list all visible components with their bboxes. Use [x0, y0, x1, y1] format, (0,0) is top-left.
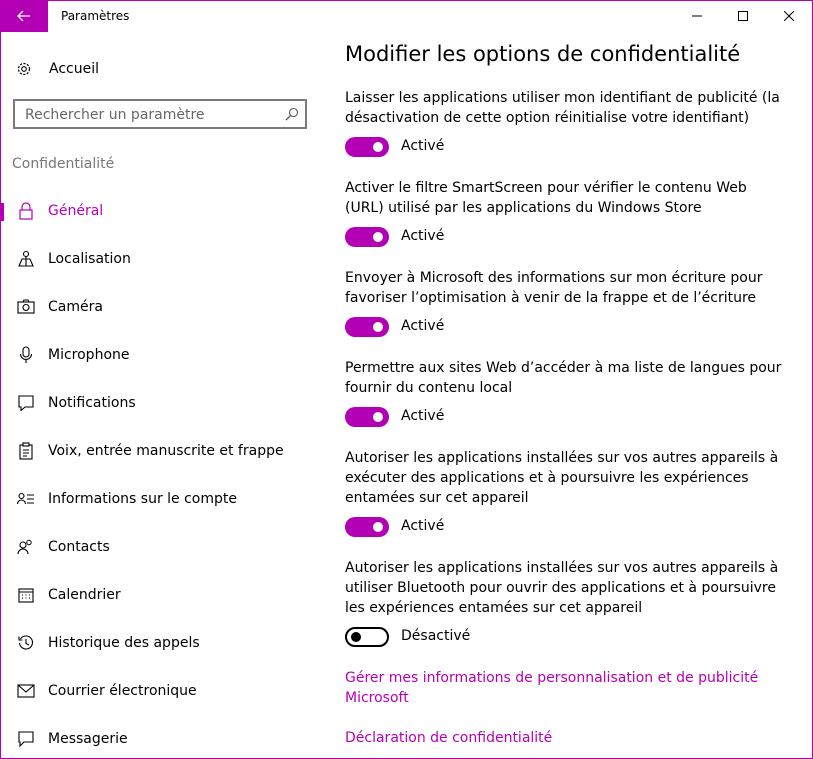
- typing-info-toggle[interactable]: [345, 317, 389, 337]
- sidebar-item-label: Contacts: [48, 539, 110, 555]
- close-button[interactable]: [766, 0, 812, 32]
- setting-description: Autoriser les applications installées sur vos autres appareils à utiliser Bluetooth pour ouvrir des applications et à poursuivre les expériences entamées sur cet appareil: [345, 560, 779, 616]
- toggle-knob: [373, 232, 383, 242]
- minimize-icon: [692, 11, 702, 21]
- microphone-icon: [17, 346, 35, 364]
- sidebar-item-call-history[interactable]: [0, 626, 330, 662]
- close-icon: [784, 11, 794, 21]
- setting-smartscreen: [345, 178, 785, 249]
- manage-personalization-link[interactable]: Gérer mes informations de personnalisation et de publicité Microsoft: [345, 670, 759, 706]
- toggle-state-label: Activé: [401, 228, 445, 244]
- account-info-icon: [17, 490, 35, 508]
- sidebar-item-email[interactable]: [0, 674, 330, 710]
- gear-icon: [16, 61, 32, 77]
- sidebar-item-label: Informations sur le compte: [48, 491, 237, 507]
- active-indicator: [0, 203, 4, 221]
- setting-description: Envoyer à Microsoft des informations sur mon écriture pour favoriser l’optimisation à venir de la frappe et de l’écriture: [345, 270, 763, 306]
- maximize-icon: [738, 11, 748, 21]
- messaging-icon: [17, 730, 35, 748]
- privacy-statement-link[interactable]: Déclaration de confidentialité: [345, 730, 553, 746]
- speech-icon: [17, 442, 35, 460]
- home-label: Accueil: [49, 61, 99, 77]
- back-arrow-icon: [17, 10, 31, 22]
- setting-bluetooth-devices: [345, 558, 785, 649]
- toggle-state-label: Activé: [401, 518, 445, 534]
- minimize-button[interactable]: [674, 0, 720, 32]
- sidebar-item-microphone[interactable]: [0, 338, 330, 374]
- sidebar-item-contacts[interactable]: [0, 530, 330, 566]
- toggle-state-label: Activé: [401, 318, 445, 334]
- page-title: Modifier les options de confidentialité: [345, 42, 741, 66]
- camera-icon: [17, 298, 35, 316]
- sidebar-item-calendar[interactable]: [0, 578, 330, 614]
- toggle-state-label: Activé: [401, 138, 445, 154]
- sidebar-item-label: Notifications: [48, 395, 136, 411]
- setting-advertising-id: [345, 88, 785, 159]
- smartscreen-toggle[interactable]: [345, 227, 389, 247]
- toggle-knob: [373, 412, 383, 422]
- toggle-knob: [351, 632, 361, 642]
- sidebar-item-messaging[interactable]: [0, 722, 330, 758]
- window-title: Paramètres: [61, 9, 130, 23]
- back-button[interactable]: [0, 0, 48, 32]
- search-input[interactable]: [13, 99, 307, 129]
- location-icon: [17, 250, 35, 268]
- toggle-knob: [373, 142, 383, 152]
- toggle-state-label: Activé: [401, 408, 445, 424]
- sidebar-item-account-info[interactable]: [0, 482, 330, 518]
- sidebar-item-label: Caméra: [48, 299, 103, 315]
- advertising-id-toggle[interactable]: [345, 137, 389, 157]
- sidebar-item-speech[interactable]: [0, 434, 330, 470]
- sidebar-item-label: Localisation: [48, 251, 131, 267]
- setting-description: Activer le filtre SmartScreen pour vérifier le contenu Web (URL) utilisé par les applications du Windows Store: [345, 180, 747, 216]
- mail-icon: [17, 682, 35, 700]
- setting-description: Permettre aux sites Web d’accéder à ma liste de langues pour fournir du contenu local: [345, 360, 782, 396]
- notifications-icon: [17, 394, 35, 412]
- setting-typing-info: [345, 268, 785, 339]
- maximize-button[interactable]: [720, 0, 766, 32]
- sidebar-item-label: Général: [48, 203, 104, 219]
- sidebar-item-label: Historique des appels: [48, 635, 200, 651]
- setting-language-list: [345, 358, 785, 429]
- sidebar-item-label: Calendrier: [48, 587, 121, 603]
- contacts-icon: [17, 538, 35, 556]
- language-list-toggle[interactable]: [345, 407, 389, 427]
- lock-icon: [17, 202, 35, 220]
- sidebar-item-label: Messagerie: [48, 731, 128, 747]
- toggle-knob: [373, 322, 383, 332]
- home-link[interactable]: [16, 58, 99, 80]
- sidebar-item-notifications[interactable]: [0, 386, 330, 422]
- sidebar-item-general[interactable]: [0, 194, 330, 230]
- history-icon: [17, 634, 35, 652]
- sidebar-item-camera[interactable]: [0, 290, 330, 326]
- sidebar-item-label: Courrier électronique: [48, 683, 197, 699]
- sidebar-item-label: Voix, entrée manuscrite et frappe: [48, 443, 284, 459]
- toggle-knob: [373, 522, 383, 532]
- toggle-state-label: Désactivé: [401, 628, 471, 644]
- title-bar: [0, 0, 813, 32]
- sidebar-item-label: Microphone: [48, 347, 130, 363]
- setting-description: Laisser les applications utiliser mon identifiant de publicité (la désactivation de cette option réinitialise votre identifiant): [345, 90, 780, 126]
- search-placeholder: Rechercher un paramètre: [25, 107, 205, 123]
- section-title: Confidentialité: [12, 156, 115, 172]
- setting-other-devices: [345, 448, 785, 539]
- sidebar-item-location[interactable]: [0, 242, 330, 278]
- search-icon: [285, 107, 299, 121]
- bluetooth-devices-toggle[interactable]: [345, 627, 389, 647]
- setting-description: Autoriser les applications installées sur vos autres appareils à exécuter des applications et à poursuivre les expériences entamées sur cet appareil: [345, 450, 779, 506]
- calendar-icon: [17, 586, 35, 604]
- other-devices-toggle[interactable]: [345, 517, 389, 537]
